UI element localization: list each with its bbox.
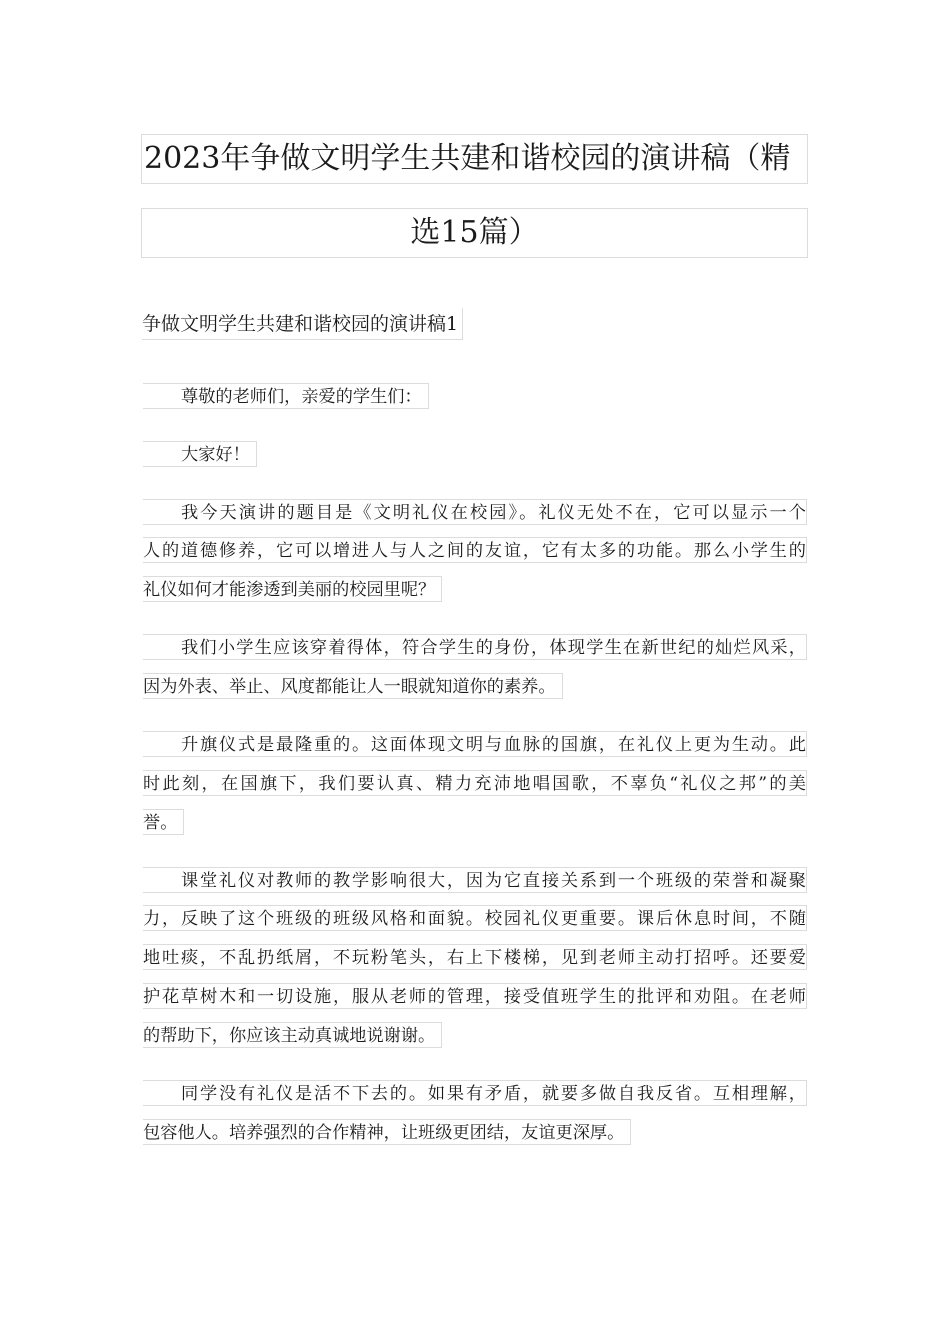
text-line: 包容他人。培养强烈的合作精神，让班级更团结，友谊更深厚。 [143, 1119, 631, 1145]
text-line: 尊敬的老师们，亲爱的学生们： [143, 383, 429, 409]
text-line: 誉。 [143, 809, 184, 835]
text-line: 升旗仪式是最隆重的。这面体现文明与血脉的国旗，在礼仪上更为生动。此 [143, 731, 807, 757]
text-line: 因为外表、举止、风度都能让人一眼就知道你的素养。 [143, 673, 563, 699]
text-line: 护花草树木和一切设施，服从老师的管理，接受值班学生的批评和劝阻。在老师 [143, 983, 807, 1009]
text-line: 我们小学生应该穿着得体，符合学生的身份，体现学生在新世纪的灿烂风采， [143, 634, 807, 660]
document-title-line-2: 选15篇） [141, 208, 808, 258]
text-line: 我今天演讲的题目是《文明礼仪在校园》。礼仪无处不在，它可以显示一个 [143, 499, 807, 525]
text-line: 礼仪如何才能渗透到美丽的校园里呢？ [143, 576, 442, 602]
text-line: 的帮助下，你应该主动真诚地说谢谢。 [143, 1022, 442, 1048]
text-line: 人的道德修养，它可以增进人与人之间的友谊，它有太多的功能。那么小学生的 [143, 537, 807, 563]
text-line: 地吐痰，不乱扔纸屑，不玩粉笔头，右上下楼梯，见到老师主动打招呼。还要爱 [143, 944, 807, 970]
text-line: 同学没有礼仪是活不下去的。如果有矛盾，就要多做自我反省。互相理解， [143, 1080, 807, 1106]
text-line: 大家好！ [143, 441, 257, 467]
text-line: 课堂礼仪对教师的教学影响很大，因为它直接关系到一个班级的荣誉和凝聚 [143, 867, 807, 893]
text-line: 时此刻，在国旗下，我们要认真、精力充沛地唱国歌，不辜负“礼仪之邦”的美 [143, 770, 807, 796]
text-line: 力，反映了这个班级的班级风格和面貌。校园礼仪更重要。课后休息时间，不随 [143, 905, 807, 931]
section-heading: 争做文明学生共建和谐校园的演讲稿1 [142, 308, 463, 340]
document-title-line-1: 2023年争做文明学生共建和谐校园的演讲稿（精 [141, 134, 808, 184]
